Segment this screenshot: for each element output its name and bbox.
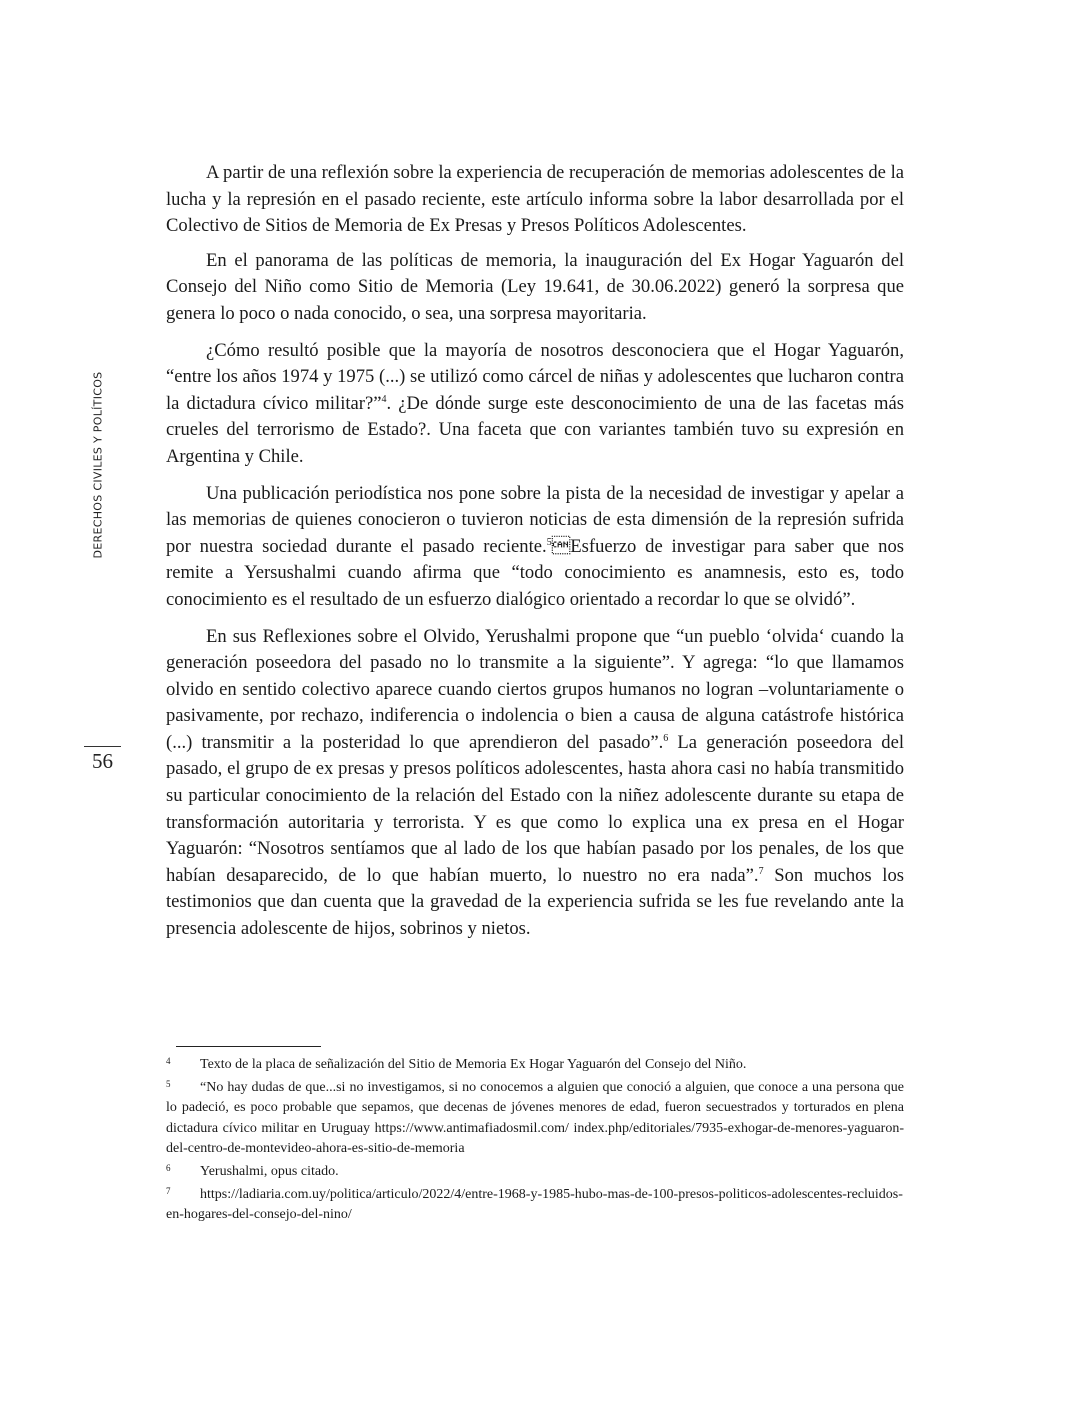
footnote: 6 Yerushalmi, opus citado. [166, 1162, 339, 1179]
footnote-ref[interactable]: 6 [663, 732, 669, 744]
paragraph [166, 481, 904, 614]
paragraph [166, 248, 904, 328]
paragraph-text: En el panorama de las políticas de memoria, la inauguración del Ex Hogar Yaguarón del Consejo del Niño como Sitio de Memoria (Ley 19.641, de 30.06.2022) generó la sorpresa que genera lo poco o nada conocido, o sea, una sorpresa mayoritaria. [166, 249, 904, 324]
paragraph-text: . ¿De dónde surge este desconocimiento de una de las facetas más crueles del terrorismo de Estado?. Una faceta que con variantes también tuvo su expresión en Argentina y Chile. [166, 392, 905, 467]
paragraph-text: En sus Reflexiones sobre el Olvido, Yerushalmi propone que “un pueblo ‘olvida‘ cuando la generación poseedora del pasado no lo transmite a la siguiente”. Y agrega: “lo que llamamos olvido en sentido colectivo aparece cuando ciertos grupos humanos no logran –voluntariamente o pasivamente, por rechazo, indiferencia o indolencia o bien a causa de alguna catástrofe histórica (...) transmitir a la posteridad lo que aprendieron del pasado”. [166, 625, 904, 753]
footnote-separator [176, 1046, 321, 1047]
footnote: 7 https://ladiaria.com.uy/politica/articulo/2022/4/entre-1968-y-1985-hubo-mas-de-100-presos-politicos-adolescentes-recluidos-en-hogares-del-consejo-del-nino/ [166, 1185, 903, 1223]
paragraph-text: Esfuerzo de investigar para saber que nos remite a Yersushalmi cuando afirma que “todo conocimiento es anamnesis, esto es, todo conocimiento es el resultado de un esfuerzo dialógico orientado a recordar lo que se olvidó”. [166, 535, 904, 610]
footnotes [166, 1055, 904, 1228]
body-text [166, 160, 904, 951]
paragraph [166, 338, 904, 471]
page-number-rule [84, 746, 121, 747]
page-number: 56 [92, 749, 113, 773]
paragraph [166, 624, 904, 943]
footnote-text: https://ladiaria.com.uy/politica/articulo/2022/4/entre-1968-y-1985-hubo-mas-de-100-presos-politicos-adolescentes-recluidos-en-hogares-del-consejo-del-nino/ [166, 1186, 903, 1223]
section-title: DERECHOS CIVILES Y POLÍTICOS [91, 371, 105, 559]
paragraph-text: Una publicación periodística nos pone sobre la pista de la necesidad de investigar y apelar a las memorias de quienes conocieron o tuvieron noticias de esta dimensión de la represión sufrida por nuestra sociedad durante el pasado reciente. [166, 482, 904, 557]
footnote: 5 “No hay dudas de que...si no investigamos, si no conocemos a alguien que conoció a alguien, que conoce a una persona que lo padeció, es poco probable que sepamos, que decenas de jóvenes menores de edad, fueron secuestrados y torturados en plena dictadura cívico militar en Uruguay https://www.antimafiadosmil.com/ index.php/editoriales/7935-exhogar-de-menores-yaguaron-del-centro-de-montevideo-ahora-es-sitio-de-memoria [166, 1078, 904, 1157]
footnote-text: Yerushalmi, opus citado. [200, 1163, 339, 1179]
paragraph-text: ¿Cómo resultó posible que la mayoría de nosotros desconociera que el Hogar Yaguarón, “entre los años 1974 y 1975 (...) se utilizó como cárcel de niñas y adolescentes que lucharon contra la dictadura cívico militar?” [166, 339, 904, 414]
footnote: 4 Texto de la placa de señalización del Sitio de Memoria Ex Hogar Yaguarón del Consejo del Niño. [166, 1056, 747, 1072]
paragraph-text: Son muchos los testimonios que dan cuenta que la gravedad de la experiencia sufrida se les fue revelando ante la presencia adolescente de hijos, sobrinos y nietos. [166, 864, 905, 940]
footnote-ref[interactable]: 5 [546, 536, 552, 548]
footnote-ref[interactable]: 7 [758, 865, 764, 877]
paragraph-text: La generación poseedora del pasado, el grupo de ex presas y presos políticos adolescentes, hasta ahora casi no había transmitido su particular conocimiento de la relación del Estado con la niñez adolescente durante su etapa de transformación autoritaria y terrorista. Y es que como lo explica una ex presa en el Hogar Yaguarón: “Nosotros sentíamos que al lado de los que habían pasado por los penales, de los que habían desaparecido, de lo que habían muerto, lo nuestro no era nada”. [166, 731, 904, 886]
paragraph-text: A partir de una reflexión sobre la experiencia de recuperación de memorias adolescentes de la lucha y la represión en el pasado reciente, este artículo informa sobre la labor desarrollada por el Colectivo de Sitios de Memoria de Ex Presas y Presos Políticos Adolescentes. [166, 162, 904, 237]
footnote-text: Texto de la placa de señalización del Sitio de Memoria Ex Hogar Yaguarón del Consejo del Niño. [200, 1057, 747, 1072]
footnote-ref[interactable]: 4 [381, 393, 387, 405]
paragraph [166, 160, 904, 240]
footnote-text: “No hay dudas de que...si no investigamos, si no conocemos a alguien que conoció a alguien, que conoce a una persona que lo padeció, es poco probable que sepamos, que decenas de jóvenes menores de edad, fueron secuestrados y torturados en plena dictadura cívico militar en Uruguay https://www.antimafiadosmil.com/ index.php/editoriales/7935-exhogar-de-menores-yaguaron-del-centro-de-montevideo-ahora-es-sitio-de-memoria [166, 1079, 904, 1157]
